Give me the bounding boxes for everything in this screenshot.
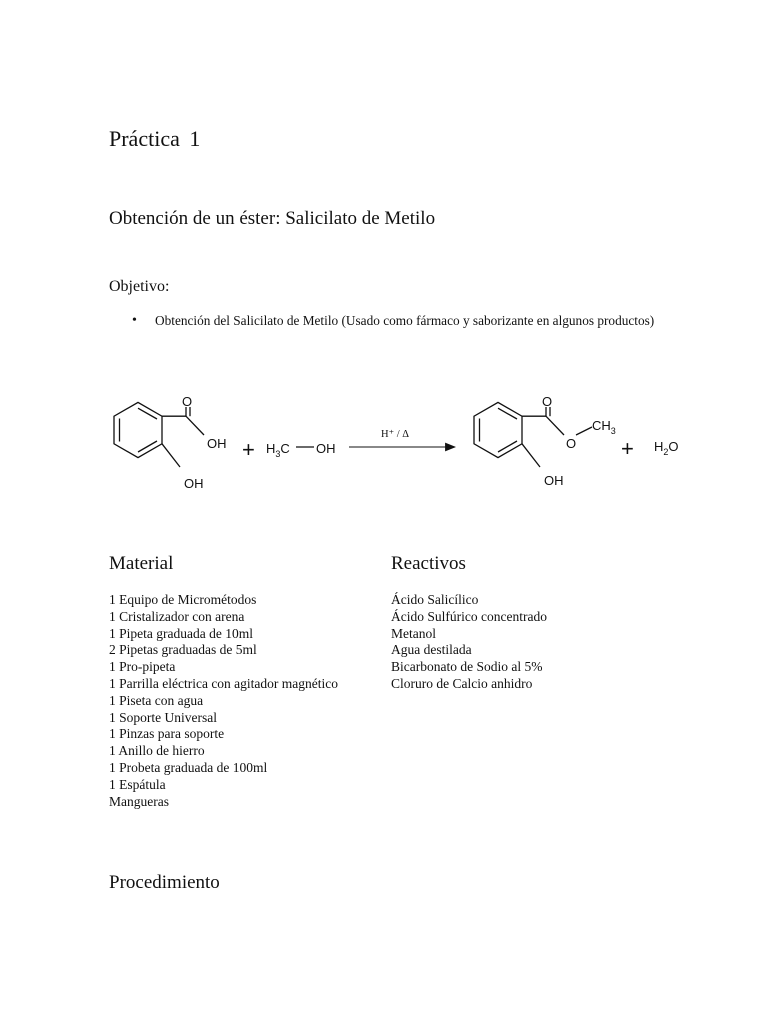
plus-sign: + xyxy=(242,437,255,462)
reaction-conditions: H⁺ / Δ xyxy=(381,429,410,440)
product1-ester-o: O xyxy=(566,436,577,451)
list-item: 1 Cristalizador con arena xyxy=(109,608,245,624)
methanol-hydroxyl: OH xyxy=(316,441,336,456)
product1-ring-oh: OH xyxy=(544,473,564,488)
methyl-salicylate-structure xyxy=(474,402,592,467)
reactant1-carbonyl-o: O xyxy=(182,394,193,409)
plus-sign-2: + xyxy=(621,436,634,461)
list-item: 1 Soporte Universal xyxy=(109,709,217,725)
product1-methyl: $CH_3$ xyxy=(592,418,616,436)
list-item: 1 Pro-pipeta xyxy=(109,659,176,675)
methanol-methyl: $H_3C$ xyxy=(266,441,290,459)
list-item: Ácido Salicílico xyxy=(391,592,479,607)
list-item: Mangueras xyxy=(109,793,169,809)
practice-subtitle: Obtención de un éster: Salicilato de Metilo xyxy=(109,208,436,229)
list-item: Metanol xyxy=(391,625,436,641)
list-item: Bicarbonato de Sodio al 5% xyxy=(391,659,543,675)
salicylic-acid-structure xyxy=(114,402,204,467)
list-item: 1 Pipeta graduada de 10ml xyxy=(109,625,253,641)
list-item: 1 Probeta graduada de 100ml xyxy=(109,759,268,775)
water-product: $H_2O$ xyxy=(654,439,679,457)
reactivos-heading: Reactivos xyxy=(391,553,466,574)
list-item: 1 Anillo de hierro xyxy=(109,743,205,759)
list-item: Agua destilada xyxy=(391,642,472,658)
objective-heading: Objetivo: xyxy=(109,278,170,295)
list-item: 1 Espátula xyxy=(109,776,166,792)
reaction-scheme xyxy=(0,380,768,500)
reactant1-ring-oh: OH xyxy=(184,476,204,491)
product1-carbonyl-o: O xyxy=(542,394,553,409)
list-item: 1 Piseta con agua xyxy=(109,692,204,708)
material-list xyxy=(109,592,338,810)
objective-item: Obtención del Salicilato de Metilo (Usado como fármaco y saborizante en algunos productos) xyxy=(155,313,655,328)
list-item: Cloruro de Calcio anhidro xyxy=(391,675,533,691)
list-item: 1 Parrilla eléctrica con agitador magnético xyxy=(109,675,339,691)
bullet-icon: • xyxy=(132,313,137,328)
list-item: 1 Equipo de Micrométodos xyxy=(109,592,257,607)
list-item: Ácido Sulfúrico concentrado xyxy=(391,608,547,624)
page-title: Práctica 1 xyxy=(109,126,201,151)
reactivos-list xyxy=(391,592,547,693)
material-heading: Material xyxy=(109,553,174,574)
list-item: 2 Pipetas graduadas de 5ml xyxy=(109,642,257,658)
reactant1-acid-oh: OH xyxy=(207,436,227,451)
list-item: 1 Pinzas para soporte xyxy=(109,726,225,742)
procedimiento-heading: Procedimiento xyxy=(109,872,220,893)
